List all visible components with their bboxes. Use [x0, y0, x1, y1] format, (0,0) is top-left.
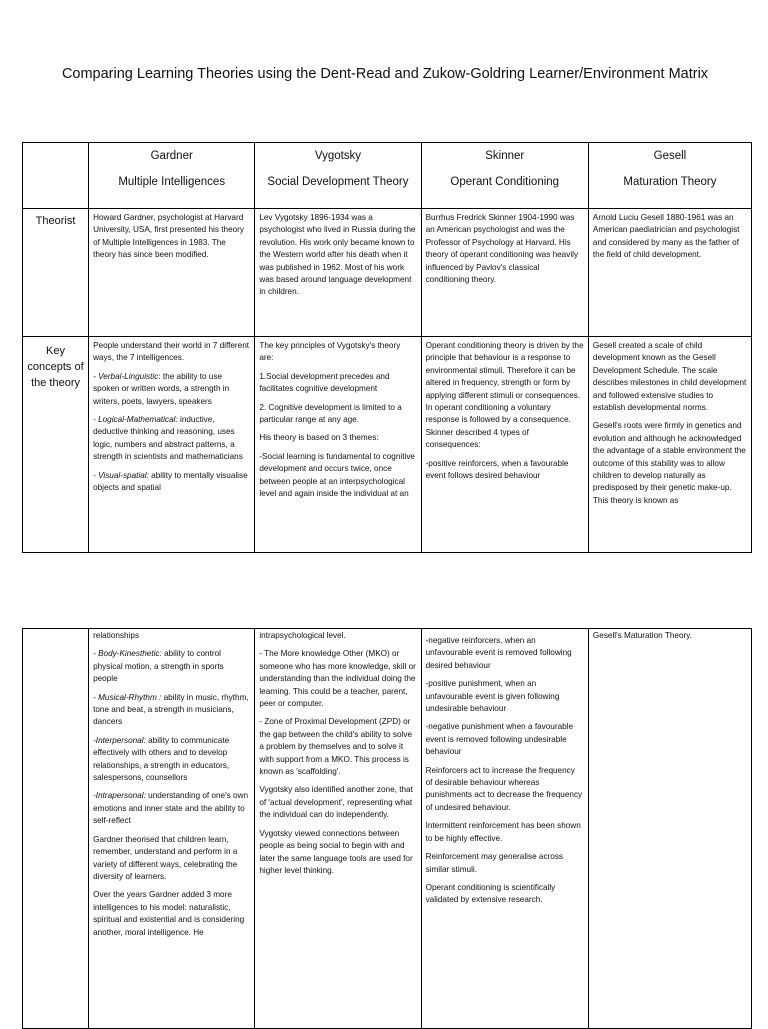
- row-label-empty: [23, 629, 89, 1029]
- cell-theorist-vygotsky: Lev Vygotsky 1896-1934 was a psychologist who lived in Russia during the revolution. His work only became known to the Western world after his death when it was published in 1962. Most of his work was based around language development in children.: [255, 209, 421, 337]
- paragraph: [93, 648, 250, 685]
- cell-cont-gardner: [89, 629, 255, 1029]
- paragraph: relationships: [93, 631, 140, 640]
- header-theory: Multiple Intelligences: [118, 176, 226, 188]
- comparison-table-page-1: [22, 142, 752, 553]
- cell-key-vygotsky: [255, 337, 421, 553]
- intelligence-term: - Visual-spatial:: [93, 470, 149, 480]
- paragraph: Operant conditioning is scientifically validated by extensive research.: [425, 882, 556, 905]
- header-vygotsky: [255, 143, 421, 209]
- paragraph: Operant conditioning theory is driven by the principle that behaviour is a response to environmental stimuli. Therefore it can be altered in frequency, strength or form by applying different stimuli or consequences. In operant conditioning a voluntary response is followed by a consequence. Skinner described 4 types of consequences:: [425, 341, 584, 450]
- intelligence-desc: ability to mentally visualise objects and spatial: [93, 470, 248, 493]
- paragraph: intrapsychological level.: [259, 631, 346, 640]
- cell-cont-skinner: [421, 629, 588, 1029]
- intelligence-desc: ability to communicate effectively with others and to develop relationships, a strength in educators, salespersons, counsellors: [93, 735, 230, 783]
- header-skinner: [421, 143, 588, 209]
- cell-key-gardner: [89, 337, 255, 553]
- intelligence-desc: understanding of one's own emotions and inner state and the ability to self-reflect: [93, 791, 249, 826]
- header-theory: Social Development Theory: [267, 176, 409, 188]
- intelligence-term: -Intrapersonal:: [93, 791, 146, 801]
- header-name: Gardner: [150, 150, 193, 162]
- paragraph: [93, 371, 250, 408]
- paragraph: Vygotsky also identified another zone, that of 'actual development', representing what the individual can do independently.: [259, 785, 413, 820]
- comparison-table-page-2: [22, 628, 752, 1029]
- paragraph: -negative punishment when a favourable event is removed following undesirable behaviour: [425, 722, 574, 757]
- paragraph: - The More knowledge Other (MKO) or someone who has more knowledge, skill or understanding than the individual doing the learning. This could be a teacher, parent, peer or computer.: [259, 649, 416, 709]
- paragraph: [93, 692, 250, 729]
- paragraph: Gesell created a scale of child development known as the Gesell Development Schedule. The scale describes milestones in child development and followed extensive studies to establish developmental norms.: [592, 341, 747, 413]
- row-label-key-concepts: Key concepts of the theory: [23, 337, 89, 553]
- paragraph: [93, 470, 250, 495]
- cell-theorist-gardner: Howard Gardner, psychologist at Harvard University, USA, first presented his theory of Multiple Intelligences in 1983. The theory has since been modified.: [89, 209, 255, 337]
- header-name: Skinner: [485, 150, 525, 162]
- paragraph: -Social learning is fundamental to cognitive development and occurs twice, once between people at an interpsychological level and again inside the individual at an: [259, 451, 415, 499]
- intelligence-desc: ability to control physical motion, a strength in sports people: [93, 649, 224, 684]
- paragraph: [93, 790, 250, 827]
- header-name: Gesell: [653, 150, 687, 162]
- intelligence-term: -Interpersonal:: [93, 735, 146, 745]
- header-gesell: [588, 143, 751, 209]
- paragraph: Intermittent reinforcement has been shown to be highly effective.: [425, 821, 581, 843]
- paragraph: Reinforcement may generalise across similar stimuli.: [425, 852, 564, 874]
- intelligence-term: - Musical-Rhythm :: [93, 692, 162, 702]
- paragraph: Reinforcers act to increase the frequency of desirable behaviour whereas punishments act to decrease the frequency of undesired behaviour.: [425, 765, 583, 812]
- cell-theorist-gesell: Arnold Luciu Gesell 1880-1961 was an American paediatrician and psychologist and considered by many as the father of the field of child development.: [588, 209, 751, 337]
- header-name: Vygotsky: [314, 150, 362, 162]
- cell-key-skinner: [421, 337, 588, 553]
- paragraph: Gardner theorised that children learn, remember, understand and perform in a variety of different ways, celebrating the diversity of learners.: [93, 834, 238, 881]
- key-concepts-row: [23, 337, 752, 553]
- cell-theorist-skinner: Burrhus Fredrick Skinner 1904-1990 was an American psychologist and was the Professor of Psychology at Harvard. His theory of operant conditioning was heavily influenced by Pavlov's classical conditioning theory.: [421, 209, 588, 337]
- document-title: Comparing Learning Theories using the Dent-Read and Zukow-Goldring Learner/Environment Matrix: [61, 66, 709, 82]
- paragraph: People understand their world in 7 different ways, the 7 intelligences.: [93, 341, 250, 363]
- paragraph: - Zone of Proximal Development (ZPD) or the gap between the child's ability to solve a problem by themselves and to solve it with support from a MKO. This process is known as 'scaffolding'.: [259, 717, 413, 777]
- paragraph: Over the years Gardner added 3 more intelligences to his model: naturalistic, spiritual and existential and is considering another, moral intelligence. He: [93, 890, 245, 937]
- header-row: [23, 143, 752, 209]
- paragraph: [93, 735, 250, 785]
- cell-cont-vygotsky: [255, 629, 421, 1029]
- intelligence-desc: ability in music, rhythm, tone and beat, a strength in musicians, dancers: [93, 692, 249, 727]
- header-gardner: [89, 143, 255, 209]
- intelligence-desc: inductive, deductive thinking and reasoning, uses logic, numbers and abstract patterns, a strength in scientists and mathematicians: [93, 415, 243, 462]
- intelligence-desc: : the ability to use spoken or written words, a strength in writers, poets, lawyers, speakers: [93, 371, 230, 406]
- paragraph: -negative reinforcers, when an unfavourable event is removed following desired behaviour: [425, 636, 572, 670]
- paragraph: -positive reinforcers, when a favourable event follows desired behaviour: [425, 458, 569, 481]
- paragraph: 1.Social development precedes and facilitates cognitive development: [259, 371, 390, 394]
- header-theory: Maturation Theory: [623, 176, 717, 188]
- header-empty-cell: [23, 143, 89, 209]
- cell-cont-gesell: [588, 629, 751, 1029]
- theorist-row: [23, 209, 752, 337]
- paragraph: [93, 414, 250, 464]
- key-concepts-row-continued: [23, 629, 752, 1029]
- intelligence-term: - Logical-Mathematical:: [93, 415, 178, 425]
- paragraph: His theory is based on 3 themes:: [259, 433, 379, 443]
- paragraph: Gesell's roots were firmly in genetics and evolution and although he acknowledged the advantage of a stable environment the outcome of this stability was to allow children to develop naturally as predisposed by their genetic make-up. This theory is known as: [592, 421, 746, 505]
- header-theory: Operant Conditioning: [450, 176, 560, 188]
- paragraph: The key principles of Vygotsky's theory are:: [259, 341, 401, 363]
- intelligence-term: - Body-Kinesthetic:: [93, 649, 162, 659]
- cell-key-gesell: [588, 337, 751, 553]
- row-label-theorist: Theorist: [23, 209, 89, 337]
- paragraph: Gesell's Maturation Theory.: [592, 631, 693, 640]
- paragraph: Vygotsky viewed connections between people as being social to begin with and later the same language tools are used for higher level thinking.: [259, 828, 413, 875]
- paragraph: -positive punishment, when an unfavourable event is given following undesirable behaviour: [425, 679, 560, 714]
- intelligence-term: - Verbal-Linguistic: [93, 371, 159, 381]
- paragraph: 2. Cognitive development is limited to a particular range at any age.: [259, 402, 402, 425]
